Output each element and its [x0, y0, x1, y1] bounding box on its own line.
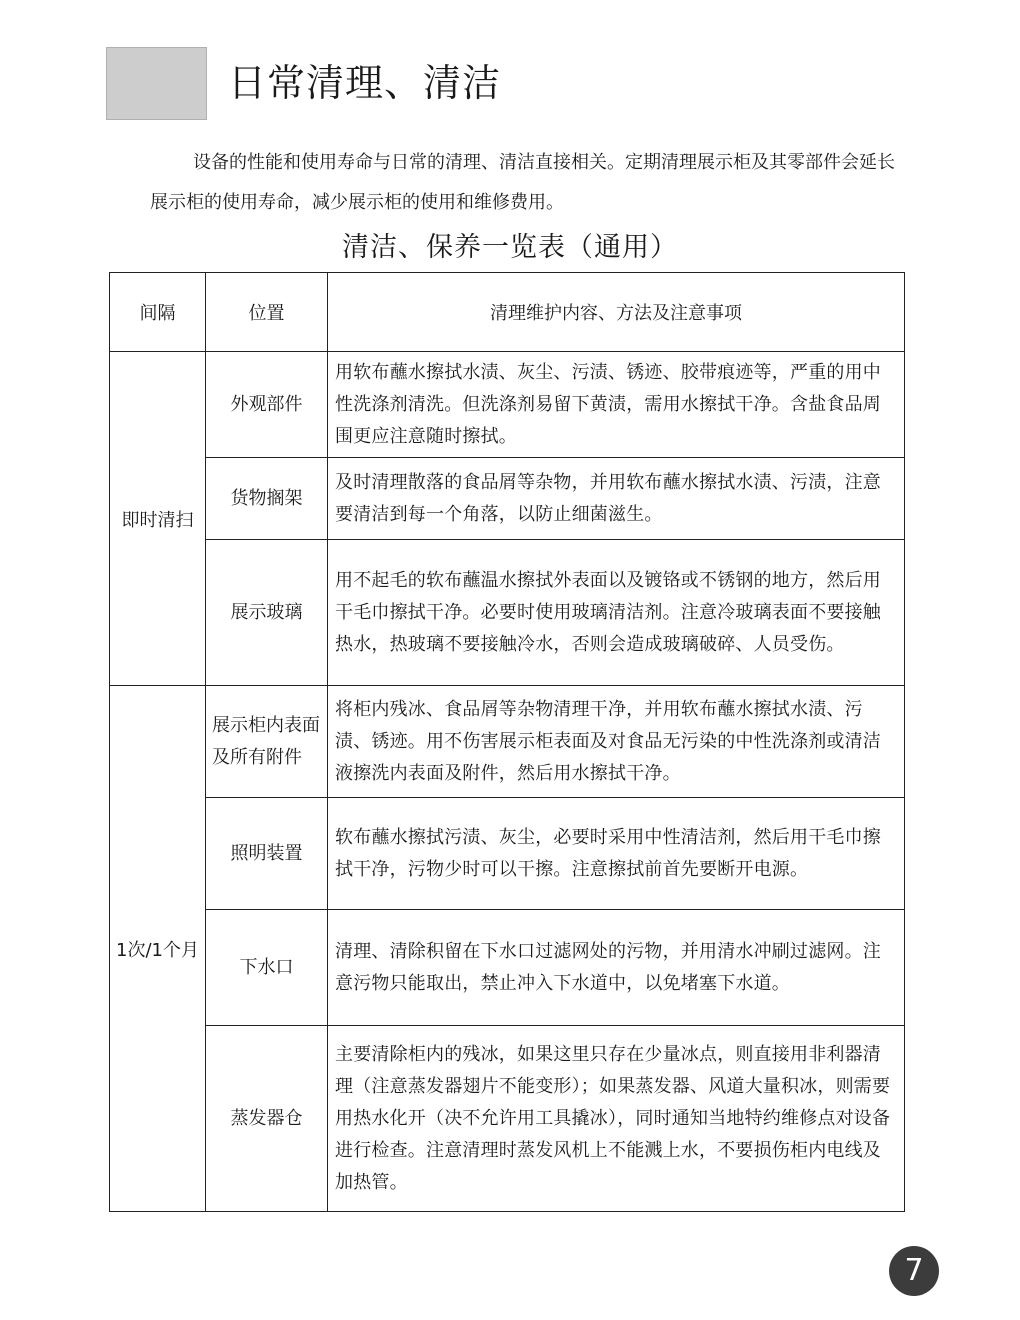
section-marker-block	[106, 47, 207, 120]
header-interval: 间隔	[110, 273, 206, 352]
content-cell: 主要清除柜内的残冰，如果这里只存在少量冰点，则直接用非利器清理（注意蒸发器翅片不能变形）；如果蒸发器、风道大量积冰，则需要用热水化开（决不允许用工具撬冰），同时通知当地特约维修点对设备进行检查。注意清理时蒸发风机上不能溅上水，不要损伤柜内电线及加热管。	[328, 1026, 905, 1212]
content-cell: 软布蘸水擦拭污渍、灰尘，必要时采用中性清洁剂，然后用干毛巾擦拭干净，污物少时可以干擦。注意擦拭前首先要断开电源。	[328, 798, 905, 910]
content-cell: 将柜内残冰、食品屑等杂物清理干净，并用软布蘸水擦拭水渍、污渍、锈迹。用不伤害展示柜表面及对食品无污染的中性洗涤剂或清洁液擦洗内表面及附件，然后用水擦拭干净。	[328, 686, 905, 798]
table-row	[110, 458, 905, 540]
intro-text: 设备的性能和使用寿命与日常的清理、清洁直接相关。定期清理展示柜及其零部件会延长展示柜的使用寿命，减少展示柜的使用和维修费用。	[150, 152, 895, 213]
table-row	[110, 686, 905, 798]
header-location: 位置	[206, 273, 328, 352]
header-content: 清理维护内容、方法及注意事项	[328, 273, 905, 352]
table-row	[110, 540, 905, 686]
content-cell: 用不起毛的软布蘸温水擦拭外表面以及镀铬或不锈钢的地方，然后用干毛巾擦拭干净。必要时使用玻璃清洁剂。注意冷玻璃表面不要接触热水，热玻璃不要接触冷水，否则会造成玻璃破碎、人员受伤。	[328, 540, 905, 686]
location-cell: 下水口	[206, 910, 328, 1026]
content-cell: 清理、清除积留在下水口过滤网处的污物，并用清水冲刷过滤网。注意污物只能取出，禁止冲入下水道中，以免堵塞下水道。	[328, 910, 905, 1026]
content-cell: 用软布蘸水擦拭水渍、灰尘、污渍、锈迹、胶带痕迹等，严重的用中性洗涤剂清洗。但洗涤剂易留下黄渍，需用水擦拭干净。含盐食品周围更应注意随时擦拭。	[328, 352, 905, 458]
table-row	[110, 1026, 905, 1212]
maintenance-table	[109, 272, 905, 1212]
location-cell: 展示玻璃	[206, 540, 328, 686]
table-row	[110, 798, 905, 910]
location-cell: 货物搁架	[206, 458, 328, 540]
location-cell: 外观部件	[206, 352, 328, 458]
table-header-row	[110, 273, 905, 352]
intro-paragraph	[150, 143, 910, 223]
interval-cell: 1次/1个月	[110, 686, 206, 1212]
section-title: 日常清理、清洁	[228, 61, 502, 105]
interval-cell: 即时清扫	[110, 352, 206, 686]
location-cell: 展示柜内表面及所有附件	[206, 686, 328, 798]
table-row	[110, 352, 905, 458]
location-cell: 照明装置	[206, 798, 328, 910]
table-row	[110, 910, 905, 1026]
location-cell: 蒸发器仓	[206, 1026, 328, 1212]
table-title: 清洁、保养一览表（通用）	[342, 232, 678, 263]
content-cell: 及时清理散落的食品屑等杂物，并用软布蘸水擦拭水渍、污渍，注意要清洁到每一个角落，以防止细菌滋生。	[328, 458, 905, 540]
page-number-badge: 7	[889, 1246, 939, 1296]
